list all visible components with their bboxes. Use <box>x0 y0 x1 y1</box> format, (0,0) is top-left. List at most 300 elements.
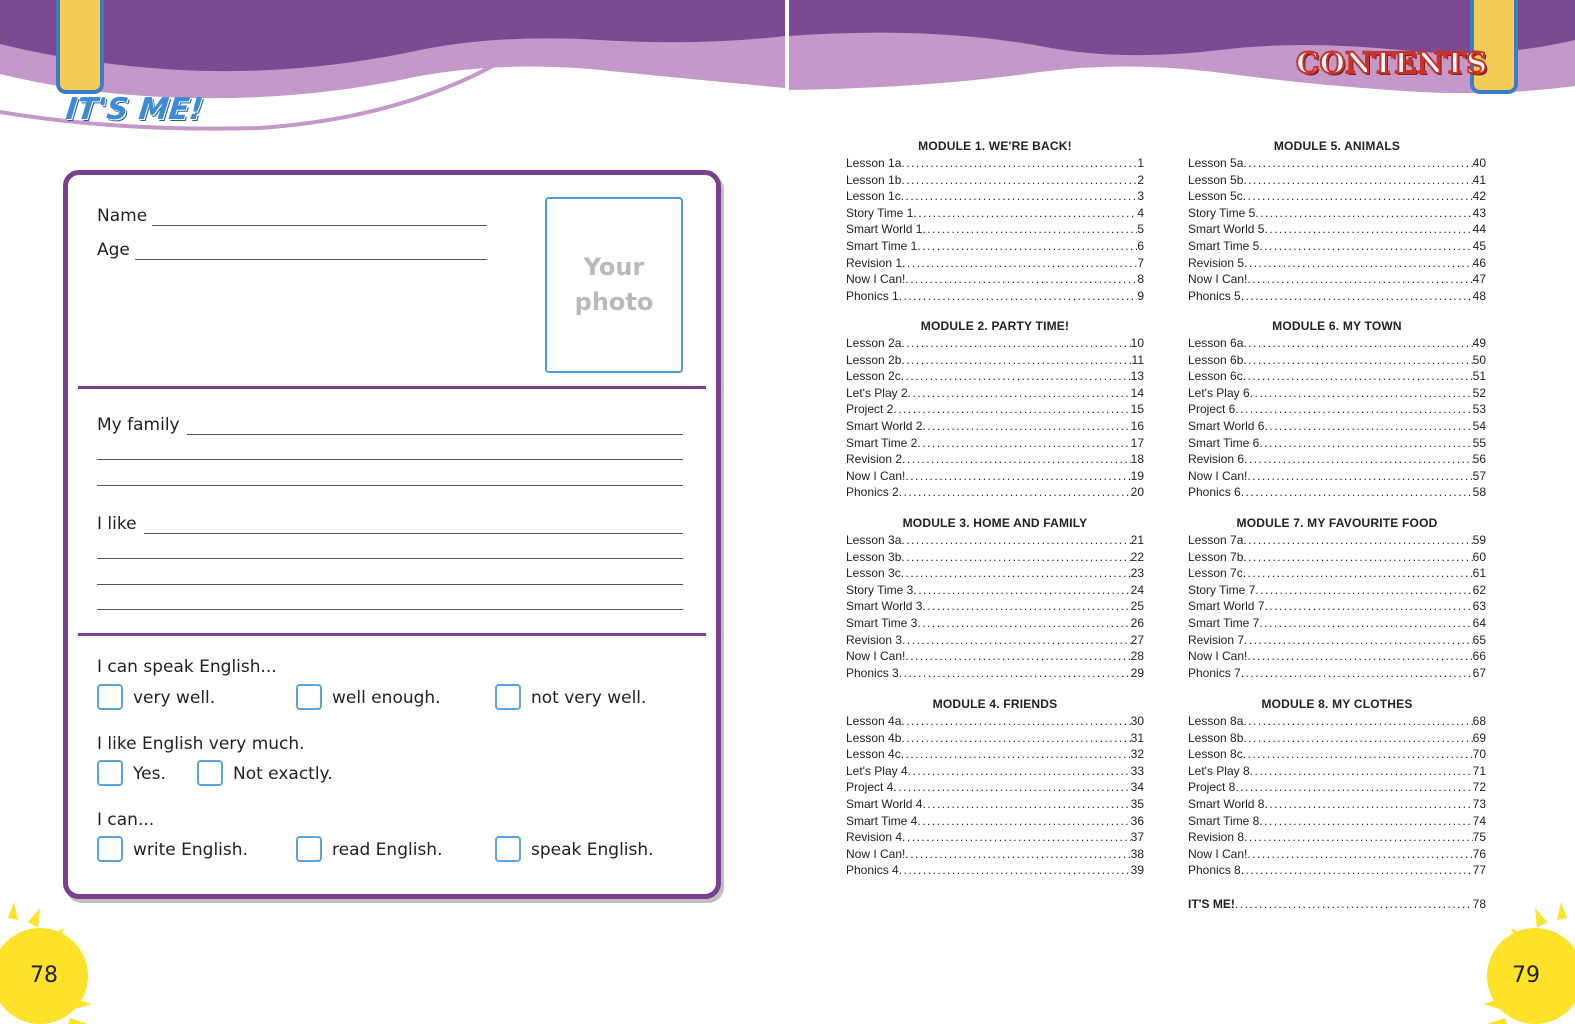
like-yes-checkbox[interactable] <box>97 760 123 786</box>
toc-entry[interactable] <box>846 385 1144 402</box>
like-line-2[interactable] <box>97 558 683 559</box>
toc-entry-label: Lesson 8c <box>1188 747 1243 762</box>
toc-entry[interactable] <box>846 255 1144 272</box>
toc-entry-label: Smart Time 6 <box>1188 435 1260 450</box>
toc-entry[interactable] <box>846 418 1144 435</box>
toc-leader-dots <box>1264 796 1472 813</box>
toc-leader-dots <box>893 779 1130 796</box>
toc-leader-dots <box>1243 730 1472 747</box>
toc-entry-label: Project 8 <box>1188 780 1236 795</box>
toc-entry[interactable] <box>1188 763 1486 780</box>
toc-entry-page: 5 <box>1137 222 1144 237</box>
toc-entry-label: Phonics 2 <box>846 485 899 500</box>
toc-entry-label: Lesson 6b <box>1188 352 1244 367</box>
toc-entry-page: 76 <box>1472 846 1486 861</box>
toc-leader-dots <box>905 648 1130 665</box>
toc-entry-page: 59 <box>1472 533 1486 547</box>
toc-entry[interactable] <box>846 779 1144 796</box>
toc-entry-label: Now I Can! <box>846 468 906 483</box>
toc-entry-label: Let's Play 2 <box>846 385 908 400</box>
toc-leader-dots <box>1241 665 1473 682</box>
can-write-checkbox[interactable] <box>97 836 123 862</box>
toc-entry-label: Story Time 1 <box>846 205 914 220</box>
toc-entry-page: 19 <box>1130 468 1144 483</box>
toc-entry[interactable] <box>1188 746 1486 763</box>
toc-entry[interactable] <box>1188 565 1486 582</box>
toc-leader-dots <box>1243 746 1473 763</box>
toc-leader-dots <box>917 435 1130 452</box>
toc-entry-page: 22 <box>1130 549 1144 564</box>
toc-entry-label: Lesson 4a <box>846 714 902 728</box>
toc-entry-label: Now I Can! <box>1188 846 1248 861</box>
toc-entry[interactable] <box>846 238 1144 255</box>
toc-entry-label: Lesson 1a <box>846 156 902 170</box>
toc-leader-dots <box>1241 862 1473 879</box>
toc-module-5 <box>1188 138 1486 304</box>
toc-entry-label: Lesson 5b <box>1188 172 1244 187</box>
toc-entry-page: 70 <box>1472 747 1486 762</box>
toc-entry-label: Let's Play 8 <box>1188 763 1250 778</box>
toc-entry-page: 18 <box>1130 452 1144 467</box>
like-label: I like <box>97 514 137 534</box>
toc-entry[interactable] <box>1188 238 1486 255</box>
like-line-4[interactable] <box>97 609 683 610</box>
toc-entry-page: 20 <box>1130 485 1144 500</box>
toc-entry-page: 17 <box>1130 435 1144 450</box>
toc-entry[interactable] <box>1188 468 1486 485</box>
toc-entry-label: Smart Time 2 <box>846 435 918 450</box>
toc-entry-page: 52 <box>1472 385 1486 400</box>
toc-entry[interactable] <box>846 713 1144 730</box>
toc-leader-dots <box>1259 435 1472 452</box>
toc-entry[interactable] <box>846 763 1144 780</box>
toc-leader-dots <box>1243 549 1472 566</box>
toc-entry[interactable] <box>846 368 1144 385</box>
toc-entry[interactable] <box>1188 288 1486 305</box>
toc-entry-label: Now I Can! <box>846 649 906 664</box>
toc-entry[interactable] <box>1188 829 1486 846</box>
toc-leader-dots <box>1259 238 1472 255</box>
toc-entry[interactable] <box>846 829 1144 846</box>
toc-entry-label: Smart World 8 <box>1188 796 1265 811</box>
toc-entry-page: 71 <box>1472 763 1486 778</box>
toc-entry[interactable] <box>846 205 1144 222</box>
can-option-label: read English. <box>332 840 443 860</box>
toc-leader-dots <box>1247 648 1472 665</box>
toc-entry[interactable] <box>846 796 1144 813</box>
toc-leader-dots <box>1247 468 1472 485</box>
toc-entry-page: 44 <box>1472 222 1486 237</box>
toc-entry-label: Phonics 1 <box>846 288 899 303</box>
toc-entry-page: 28 <box>1130 649 1144 664</box>
toc-entry-label: Lesson 8a <box>1188 714 1244 728</box>
toc-entry-label: Story Time 7 <box>1188 582 1256 597</box>
toc-entry[interactable] <box>1188 418 1486 435</box>
toc-entry[interactable] <box>1188 484 1486 501</box>
toc-module-title: MODULE 1. WE'RE BACK! <box>918 139 1072 153</box>
toc-leader-dots <box>1243 713 1472 730</box>
toc-entry[interactable] <box>1188 846 1486 863</box>
toc-entry[interactable] <box>846 598 1144 615</box>
toc-entry-label: Smart Time 5 <box>1188 238 1260 253</box>
toc-entry[interactable] <box>846 665 1144 682</box>
photo-placeholder-line2: photo <box>574 288 654 316</box>
toc-leader-dots <box>893 401 1130 418</box>
toc-entry[interactable] <box>1188 713 1486 730</box>
toc-entry[interactable] <box>1188 779 1486 796</box>
toc-entry[interactable] <box>1188 615 1486 632</box>
toc-entry-label: Smart World 4 <box>846 796 923 811</box>
toc-entry-label: Smart Time 1 <box>846 238 918 253</box>
toc-entry[interactable] <box>1188 271 1486 288</box>
toc-entry-page: 42 <box>1472 189 1486 204</box>
toc-leader-dots <box>1243 368 1473 385</box>
toc-leader-dots <box>902 829 1131 846</box>
toc-leader-dots <box>908 385 1131 402</box>
toc-entry[interactable] <box>1188 862 1486 879</box>
toc-entry[interactable] <box>1188 385 1486 402</box>
toc-entry-label: Lesson 3c <box>846 566 901 581</box>
toc-entry-page: 14 <box>1130 385 1144 400</box>
speak-very-well-checkbox[interactable] <box>97 684 123 710</box>
toc-entry-page: 36 <box>1130 813 1144 828</box>
toc-entry[interactable] <box>846 484 1144 501</box>
toc-leader-dots <box>901 172 1137 189</box>
toc-entry[interactable] <box>846 846 1144 863</box>
toc-module-8 <box>1188 696 1486 879</box>
toc-entry-page: 37 <box>1130 830 1144 845</box>
toc-entry[interactable] <box>846 435 1144 452</box>
toc-entry-label: Project 6 <box>1188 402 1236 417</box>
can-read-checkbox[interactable] <box>296 836 322 862</box>
toc-entry-page: 39 <box>1130 863 1144 878</box>
toc-entry-page: 35 <box>1130 796 1144 811</box>
toc-entry[interactable] <box>846 549 1144 566</box>
toc-entry-label: Phonics 6 <box>1188 485 1241 500</box>
like-line-3[interactable] <box>97 584 683 585</box>
toc-entry-page: 57 <box>1472 468 1486 483</box>
toc-entry-label: Lesson 1b <box>846 172 902 187</box>
toc-leader-dots <box>902 451 1131 468</box>
toc-entry-page: 31 <box>1130 730 1144 745</box>
toc-entry[interactable] <box>1188 582 1486 599</box>
toc-module-3 <box>846 515 1144 681</box>
toc-leader-dots <box>899 665 1131 682</box>
toc-entry[interactable] <box>1188 255 1486 272</box>
toc-leader-dots <box>905 846 1130 863</box>
toc-entry-label: Story Time 5 <box>1188 205 1256 220</box>
toc-entry-page: 26 <box>1130 615 1144 630</box>
toc-entry[interactable] <box>846 615 1144 632</box>
toc-entry-label: Let's Play 4 <box>846 763 908 778</box>
toc-entry-label: Story Time 3 <box>846 582 914 597</box>
bookmark-ribbon-left <box>56 0 104 94</box>
toc-entry-page: 11 <box>1131 352 1144 367</box>
toc-leader-dots <box>1264 221 1472 238</box>
toc-entry[interactable] <box>1188 598 1486 615</box>
toc-entry-label: Lesson 3b <box>846 549 902 564</box>
toc-entry-page: 68 <box>1472 714 1486 728</box>
toc-entry-label: Lesson 4c <box>846 747 901 762</box>
like-option-label: Yes. <box>133 764 166 784</box>
toc-entry[interactable] <box>1188 549 1486 566</box>
toc-leader-dots <box>899 862 1131 879</box>
toc-entry-page: 73 <box>1472 796 1486 811</box>
toc-leader-dots <box>899 484 1131 501</box>
toc-entry-page: 63 <box>1472 599 1486 614</box>
toc-entry-page: 65 <box>1472 632 1486 647</box>
toc-entry[interactable] <box>846 401 1144 418</box>
toc-leader-dots <box>1243 352 1472 369</box>
toc-leader-dots <box>1244 255 1473 272</box>
family-line-3[interactable] <box>97 485 683 486</box>
family-line-1[interactable] <box>187 434 683 435</box>
toc-entry-label: Revision 2 <box>846 452 903 467</box>
toc-entry[interactable] <box>846 352 1144 369</box>
toc-leader-dots <box>901 188 1138 205</box>
toc-entry-label: Smart Time 7 <box>1188 615 1260 630</box>
toc-leader-dots <box>1243 155 1472 172</box>
toc-entry[interactable] <box>1188 205 1486 222</box>
name-line[interactable] <box>152 225 487 226</box>
toc-entry-page: 48 <box>1472 288 1486 303</box>
page-number-left: 78 <box>30 963 58 988</box>
toc-entry[interactable] <box>846 468 1144 485</box>
toc-leader-dots <box>1243 565 1473 582</box>
toc-leader-dots <box>1264 418 1472 435</box>
toc-leader-dots <box>922 796 1130 813</box>
toc-entry-page: 16 <box>1130 418 1144 433</box>
toc-entry-label: Phonics 3 <box>846 665 899 680</box>
toc-entry-label: Smart World 5 <box>1188 222 1265 237</box>
toc-entry[interactable] <box>1188 451 1486 468</box>
toc-entry-label: Project 4 <box>846 780 894 795</box>
toc-entry-page: 77 <box>1472 863 1486 878</box>
toc-entry-label: Project 2 <box>846 402 894 417</box>
toc-entry-page: 29 <box>1130 665 1144 680</box>
toc-entry-page: 56 <box>1472 452 1486 467</box>
toc-entry[interactable] <box>1188 188 1486 205</box>
toc-entry-label: Revision 1 <box>846 255 903 270</box>
toc-entry-page: 33 <box>1130 763 1144 778</box>
toc-entry-page: 2 <box>1137 172 1144 187</box>
toc-entry[interactable] <box>1188 401 1486 418</box>
toc-entry-page: 53 <box>1472 402 1486 417</box>
toc-leader-dots <box>901 549 1130 566</box>
toc-entry-page: 47 <box>1472 272 1486 287</box>
toc-leader-dots <box>1243 335 1472 352</box>
toc-leader-dots <box>901 155 1137 172</box>
toc-leader-dots <box>1264 598 1472 615</box>
toc-entry[interactable] <box>846 632 1144 649</box>
toc-entry[interactable] <box>846 532 1144 549</box>
speak-well-enough-checkbox[interactable] <box>296 684 322 710</box>
speak-option-label: not very well. <box>531 688 647 708</box>
toc-entry[interactable] <box>1188 155 1486 172</box>
toc-entry[interactable] <box>1188 665 1486 682</box>
toc-leader-dots <box>1235 401 1472 418</box>
toc-entry[interactable] <box>1188 221 1486 238</box>
like-line-1[interactable] <box>144 533 683 534</box>
toc-entry-label: Phonics 4 <box>846 863 899 878</box>
section-divider <box>78 633 706 636</box>
toc-entry-label: Phonics 7 <box>1188 665 1241 680</box>
toc-leader-dots <box>901 730 1130 747</box>
toc-entry[interactable] <box>846 746 1144 763</box>
toc-entry-page: 6 <box>1137 238 1144 253</box>
speak-not-very-well-checkbox[interactable] <box>495 684 521 710</box>
toc-entry-page: 72 <box>1472 780 1486 795</box>
toc-module-title: MODULE 7. MY FAVOURITE FOOD <box>1236 516 1438 530</box>
toc-entry[interactable] <box>1188 335 1486 352</box>
toc-entry[interactable] <box>1188 648 1486 665</box>
toc-entry[interactable] <box>1188 172 1486 189</box>
toc-entry-page: 10 <box>1130 336 1144 350</box>
toc-entry[interactable] <box>846 288 1144 305</box>
toc-entry[interactable] <box>846 862 1144 879</box>
toc-leader-dots <box>1247 846 1472 863</box>
toc-leader-dots <box>901 352 1131 369</box>
toc-module-title: MODULE 8. MY CLOTHES <box>1261 697 1413 711</box>
toc-entry-page: 51 <box>1472 369 1486 384</box>
can-option-label: write English. <box>133 840 248 860</box>
toc-module-title: MODULE 3. HOME AND FAMILY <box>902 516 1088 530</box>
like-option-label: Not exactly. <box>233 764 333 784</box>
toc-module-6 <box>1188 318 1486 501</box>
toc-entry-page: 66 <box>1472 649 1486 664</box>
toc-entry[interactable] <box>1188 435 1486 452</box>
toc-leader-dots <box>901 532 1130 549</box>
toc-leader-dots <box>1250 763 1473 780</box>
toc-entry-page: 7 <box>1137 255 1144 270</box>
toc-entry[interactable] <box>846 335 1144 352</box>
toc-leader-dots <box>1259 615 1472 632</box>
toc-leader-dots <box>913 205 1137 222</box>
toc-entry-label: Smart World 2 <box>846 418 923 433</box>
toc-entry-label: Now I Can! <box>1188 272 1248 287</box>
toc-entry-page: 45 <box>1472 238 1486 253</box>
toc-entry-page: 4 <box>1137 205 1144 220</box>
page-title-its-me: IT'S ME! <box>64 92 205 127</box>
speak-option-label: very well. <box>133 688 216 708</box>
can-speak-checkbox[interactable] <box>495 836 521 862</box>
toc-entry-page: 41 <box>1472 172 1486 187</box>
toc-entry-label: Revision 3 <box>846 632 903 647</box>
toc-entry-label: Now I Can! <box>846 846 906 861</box>
toc-entry-page: 49 <box>1472 336 1486 350</box>
toc-entry[interactable] <box>846 271 1144 288</box>
toc-entry-page: 34 <box>1130 780 1144 795</box>
toc-entry-label: Phonics 8 <box>1188 863 1241 878</box>
toc-entry[interactable] <box>1188 632 1486 649</box>
toc-entry-page: 8 <box>1137 272 1144 287</box>
toc-entry-page: 13 <box>1130 369 1144 384</box>
toc-entry[interactable] <box>1188 796 1486 813</box>
toc-entry-label: Lesson 6c <box>1188 369 1243 384</box>
toc-module-4 <box>846 696 1144 879</box>
toc-entry[interactable] <box>1188 352 1486 369</box>
toc-its-me-entry[interactable] <box>1188 896 1486 913</box>
speak-question: I can speak English... <box>97 657 277 677</box>
like-not-exactly-checkbox[interactable] <box>197 760 223 786</box>
toc-entry-label: Lesson 7c <box>1188 566 1243 581</box>
toc-entry[interactable] <box>846 565 1144 582</box>
toc-leader-dots <box>1235 896 1473 913</box>
toc-entry-label: Lesson 7b <box>1188 549 1244 564</box>
toc-entry-label: Now I Can! <box>846 272 906 287</box>
toc-entry-label: Lesson 3a <box>846 533 902 547</box>
toc-module-title: MODULE 2. PARTY TIME! <box>920 319 1070 333</box>
toc-entry[interactable] <box>846 221 1144 238</box>
toc-entry-label: Revision 8 <box>1188 830 1245 845</box>
toc-entry-label: Lesson 8b <box>1188 730 1244 745</box>
toc-entry[interactable] <box>1188 730 1486 747</box>
toc-entry-page: 60 <box>1472 549 1486 564</box>
toc-entry-page: 23 <box>1130 566 1144 581</box>
section-divider <box>78 386 706 389</box>
toc-leader-dots <box>901 335 1130 352</box>
page-number-right: 79 <box>1512 963 1540 988</box>
toc-entry[interactable] <box>1188 813 1486 830</box>
toc-entry[interactable] <box>846 188 1144 205</box>
toc-entry-page: 55 <box>1472 435 1486 450</box>
age-line[interactable] <box>135 259 487 260</box>
toc-entry-page: 1 <box>1137 156 1144 170</box>
toc-leader-dots <box>1241 288 1473 305</box>
toc-leader-dots <box>899 288 1138 305</box>
toc-entry[interactable] <box>1188 368 1486 385</box>
photo-box[interactable] <box>545 197 683 373</box>
toc-entry[interactable] <box>846 172 1144 189</box>
photo-placeholder-line1: Your <box>583 253 645 281</box>
toc-leader-dots <box>1250 385 1473 402</box>
sun-icon-right <box>1465 900 1575 1024</box>
toc-entry-page: 32 <box>1130 747 1144 762</box>
toc-entry-label: IT'S ME! <box>1188 897 1235 911</box>
toc-entry-page: 9 <box>1137 288 1144 303</box>
toc-entry[interactable] <box>846 648 1144 665</box>
toc-entry[interactable] <box>1188 532 1486 549</box>
toc-leader-dots <box>922 221 1137 238</box>
toc-entry-label: Lesson 2c <box>846 369 901 384</box>
can-option-label: speak English. <box>531 840 654 860</box>
toc-leader-dots <box>901 368 1131 385</box>
toc-entry[interactable] <box>846 730 1144 747</box>
toc-leader-dots <box>905 468 1130 485</box>
toc-entry-page: 30 <box>1130 714 1144 728</box>
toc-entry-label: Lesson 6a <box>1188 336 1244 350</box>
toc-entry[interactable] <box>846 813 1144 830</box>
toc-entry-label: Lesson 2b <box>846 352 902 367</box>
toc-leader-dots <box>1241 484 1473 501</box>
toc-entry[interactable] <box>846 582 1144 599</box>
toc-entry[interactable] <box>846 451 1144 468</box>
toc-entry-label: Revision 6 <box>1188 452 1245 467</box>
can-question: I can... <box>97 810 155 830</box>
toc-entry-label: Smart Time 8 <box>1188 813 1260 828</box>
toc-leader-dots <box>1235 779 1472 796</box>
toc-entry-label: Let's Play 6 <box>1188 385 1250 400</box>
family-line-2[interactable] <box>97 459 683 460</box>
toc-leader-dots <box>902 255 1137 272</box>
toc-entry[interactable] <box>846 155 1144 172</box>
toc-module-title: MODULE 6. MY TOWN <box>1272 319 1402 333</box>
age-label: Age <box>97 240 130 260</box>
toc-entry-page: 40 <box>1472 156 1486 170</box>
toc-entry-page: 75 <box>1472 830 1486 845</box>
toc-module-title: MODULE 5. ANIMALS <box>1273 139 1401 153</box>
toc-module-7 <box>1188 515 1486 681</box>
